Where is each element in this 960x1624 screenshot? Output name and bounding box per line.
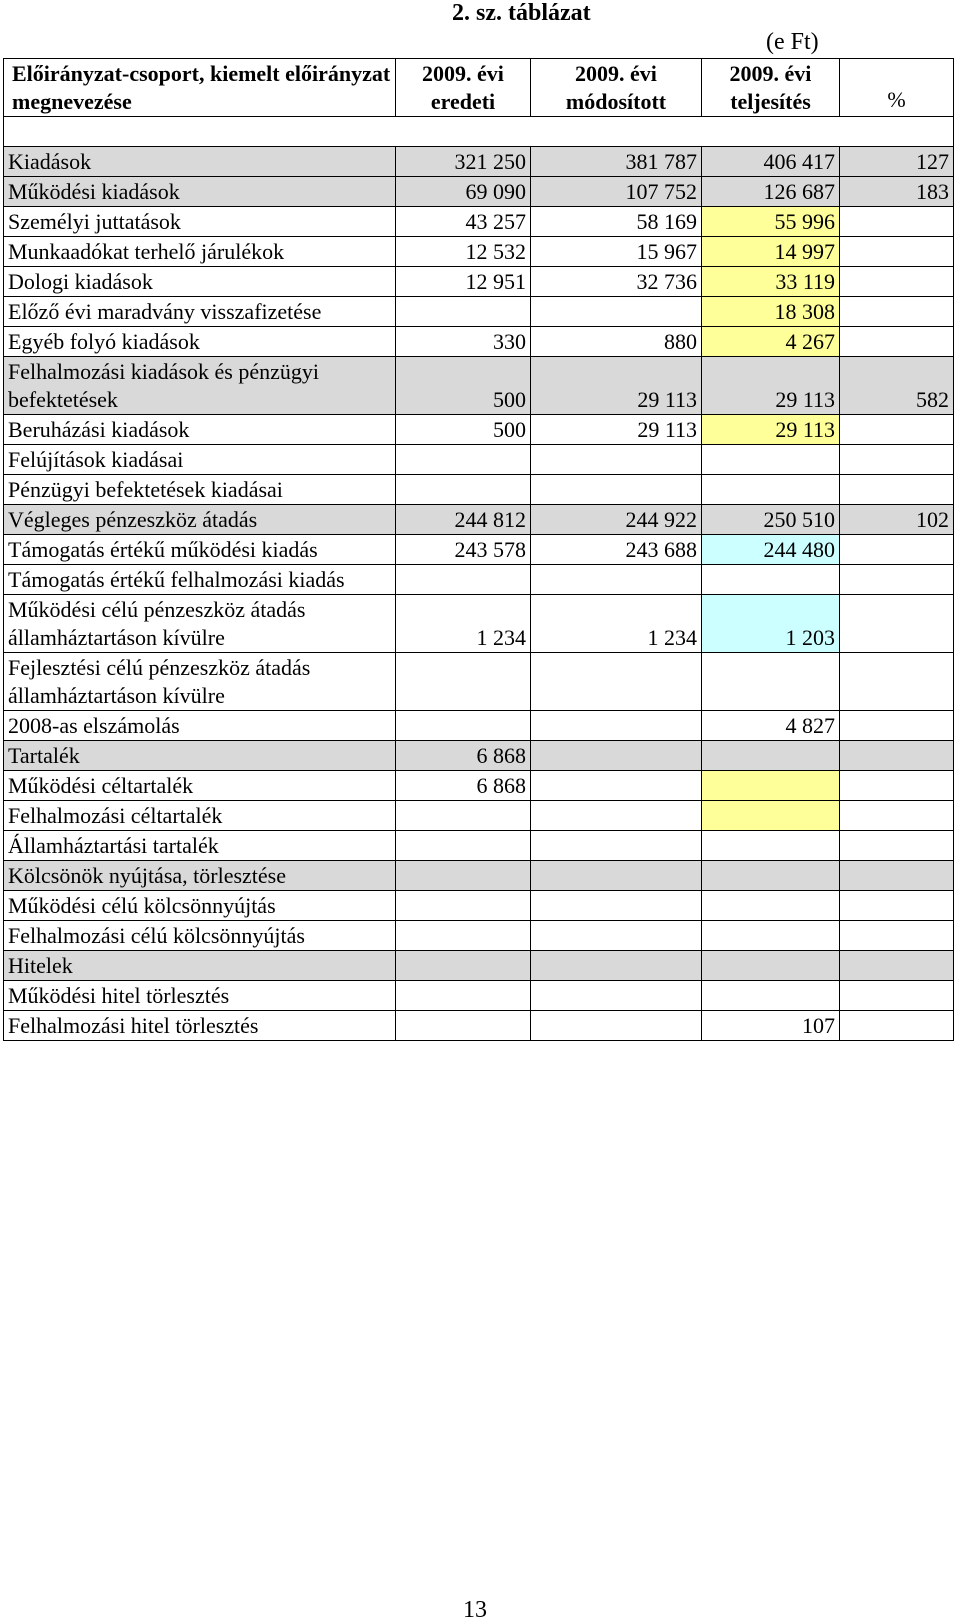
modified-value-cell	[531, 831, 702, 861]
actual-value-cell: 126 687	[702, 177, 840, 207]
table-row	[4, 357, 954, 415]
table-row	[4, 565, 954, 595]
original-value-cell: 330	[396, 327, 531, 357]
original-value-cell: 1 234	[396, 595, 531, 653]
actual-value-cell: 14 997	[702, 237, 840, 267]
actual-value-cell: 18 308	[702, 297, 840, 327]
row-name-cell: Felhalmozási célú kölcsönnyújtás	[4, 921, 396, 951]
percent-value-cell	[840, 741, 954, 771]
row-name-cell: Pénzügyi befektetések kiadásai	[4, 475, 396, 505]
original-value-cell	[396, 831, 531, 861]
row-name-cell: Hitelek	[4, 951, 396, 981]
row-name-cell: Kiadások	[4, 147, 396, 177]
percent-value-cell	[840, 653, 954, 711]
row-name-cell: Beruházási kiadások	[4, 415, 396, 445]
table-row	[4, 921, 954, 951]
modified-value-cell: 58 169	[531, 207, 702, 237]
table-row	[4, 505, 954, 535]
percent-value-cell	[840, 415, 954, 445]
modified-value-cell	[531, 951, 702, 981]
modified-value-cell	[531, 653, 702, 711]
actual-value-cell	[702, 891, 840, 921]
original-value-cell	[396, 475, 531, 505]
row-name-cell: Kölcsönök nyújtása, törlesztése	[4, 861, 396, 891]
modified-value-cell	[531, 711, 702, 741]
table-body	[4, 147, 954, 1041]
percent-value-cell	[840, 267, 954, 297]
table-row	[4, 801, 954, 831]
table-row	[4, 861, 954, 891]
original-value-cell: 43 257	[396, 207, 531, 237]
actual-value-cell: 33 119	[702, 267, 840, 297]
header-row	[4, 59, 954, 117]
original-value-cell: 6 868	[396, 771, 531, 801]
actual-value-cell	[702, 951, 840, 981]
actual-value-cell	[702, 741, 840, 771]
modified-value-cell	[531, 861, 702, 891]
percent-value-cell	[840, 801, 954, 831]
actual-value-cell: 4 267	[702, 327, 840, 357]
percent-value-cell	[840, 891, 954, 921]
table-row	[4, 595, 954, 653]
modified-value-cell	[531, 475, 702, 505]
table-row	[4, 653, 954, 711]
modified-value-cell	[531, 1011, 702, 1041]
percent-value-cell	[840, 981, 954, 1011]
row-name-cell: Működési célú pénzeszköz átadás államháztartáson kívülre	[4, 595, 396, 653]
percent-value-cell	[840, 297, 954, 327]
actual-value-cell	[702, 475, 840, 505]
modified-value-cell: 243 688	[531, 535, 702, 565]
percent-value-cell	[840, 771, 954, 801]
table-row	[4, 445, 954, 475]
table-row	[4, 207, 954, 237]
actual-value-cell	[702, 981, 840, 1011]
row-name-cell: Végleges pénzeszköz átadás	[4, 505, 396, 535]
modified-value-cell	[531, 565, 702, 595]
original-value-cell	[396, 981, 531, 1011]
table-row	[4, 147, 954, 177]
row-name-cell: Felújítások kiadásai	[4, 445, 396, 475]
modified-value-cell: 32 736	[531, 267, 702, 297]
percent-value-cell	[840, 921, 954, 951]
original-value-cell	[396, 297, 531, 327]
original-value-cell: 500	[396, 357, 531, 415]
actual-value-cell: 55 996	[702, 207, 840, 237]
percent-value-cell: 127	[840, 147, 954, 177]
actual-value-cell	[702, 445, 840, 475]
table-row	[4, 831, 954, 861]
modified-value-cell	[531, 741, 702, 771]
percent-value-cell	[840, 595, 954, 653]
modified-value-cell	[531, 771, 702, 801]
row-name-cell: Támogatás értékű működési kiadás	[4, 535, 396, 565]
row-name-cell: Működési hitel törlesztés	[4, 981, 396, 1011]
row-name-cell: Fejlesztési célú pénzeszköz átadás államháztartáson kívülre	[4, 653, 396, 711]
percent-value-cell	[840, 237, 954, 267]
percent-value-cell: 102	[840, 505, 954, 535]
percent-value-cell	[840, 831, 954, 861]
row-name-cell: Előző évi maradvány visszafizetése	[4, 297, 396, 327]
original-value-cell: 6 868	[396, 741, 531, 771]
original-value-cell	[396, 711, 531, 741]
page-number: 13	[463, 1597, 487, 1623]
percent-value-cell	[840, 207, 954, 237]
row-name-cell: Felhalmozási kiadások és pénzügyi befektetések	[4, 357, 396, 415]
table-title: 2. sz. táblázat	[452, 0, 591, 26]
original-value-cell	[396, 445, 531, 475]
table-row	[4, 741, 954, 771]
row-name-cell: Működési kiadások	[4, 177, 396, 207]
header-spacer-row	[4, 117, 954, 147]
row-name-cell: Munkaadókat terhelő járulékok	[4, 237, 396, 267]
percent-value-cell	[840, 711, 954, 741]
modified-value-cell	[531, 801, 702, 831]
actual-value-cell: 29 113	[702, 357, 840, 415]
percent-value-cell: 183	[840, 177, 954, 207]
table-row	[4, 981, 954, 1011]
actual-value-cell: 250 510	[702, 505, 840, 535]
actual-value-cell: 406 417	[702, 147, 840, 177]
row-name-cell: Működési céltartalék	[4, 771, 396, 801]
original-value-cell: 244 812	[396, 505, 531, 535]
percent-value-cell	[840, 861, 954, 891]
row-name-cell: Működési célú kölcsönnyújtás	[4, 891, 396, 921]
original-value-cell	[396, 1011, 531, 1041]
actual-value-cell	[702, 831, 840, 861]
row-name-cell: Egyéb folyó kiadások	[4, 327, 396, 357]
table-row	[4, 415, 954, 445]
actual-value-cell	[702, 861, 840, 891]
original-value-cell: 500	[396, 415, 531, 445]
modified-value-cell	[531, 297, 702, 327]
actual-value-cell	[702, 801, 840, 831]
modified-value-cell	[531, 981, 702, 1011]
actual-value-cell	[702, 653, 840, 711]
modified-value-cell: 107 752	[531, 177, 702, 207]
spacer-cell	[4, 117, 954, 147]
actual-value-cell	[702, 565, 840, 595]
table-row	[4, 951, 954, 981]
table-row	[4, 711, 954, 741]
budget-table	[3, 58, 954, 1041]
percent-value-cell	[840, 1011, 954, 1041]
row-name-cell: Dologi kiadások	[4, 267, 396, 297]
row-name-cell: Személyi juttatások	[4, 207, 396, 237]
table-row	[4, 177, 954, 207]
percent-value-cell	[840, 951, 954, 981]
header-percent: %	[840, 59, 954, 117]
table-row	[4, 535, 954, 565]
original-value-cell	[396, 653, 531, 711]
row-name-cell: Felhalmozási hitel törlesztés	[4, 1011, 396, 1041]
modified-value-cell: 880	[531, 327, 702, 357]
percent-value-cell	[840, 327, 954, 357]
table-row	[4, 771, 954, 801]
percent-value-cell	[840, 475, 954, 505]
table-row	[4, 475, 954, 505]
original-value-cell	[396, 891, 531, 921]
row-name-cell: 2008-as elszámolás	[4, 711, 396, 741]
original-value-cell: 12 951	[396, 267, 531, 297]
table-row	[4, 237, 954, 267]
modified-value-cell: 1 234	[531, 595, 702, 653]
header-actual: 2009. évi teljesítés	[702, 59, 840, 117]
percent-value-cell	[840, 565, 954, 595]
actual-value-cell: 4 827	[702, 711, 840, 741]
original-value-cell: 69 090	[396, 177, 531, 207]
modified-value-cell: 244 922	[531, 505, 702, 535]
header-name: Előirányzat-csoport, kiemelt előirányzat megnevezése	[4, 59, 396, 117]
unit-label: (e Ft)	[766, 29, 819, 55]
original-value-cell	[396, 565, 531, 595]
original-value-cell	[396, 861, 531, 891]
original-value-cell	[396, 801, 531, 831]
percent-value-cell	[840, 535, 954, 565]
modified-value-cell: 381 787	[531, 147, 702, 177]
actual-value-cell: 29 113	[702, 415, 840, 445]
header-modified: 2009. évi módosított	[531, 59, 702, 117]
actual-value-cell: 107	[702, 1011, 840, 1041]
modified-value-cell	[531, 445, 702, 475]
table-row	[4, 1011, 954, 1041]
row-name-cell: Felhalmozási céltartalék	[4, 801, 396, 831]
original-value-cell: 243 578	[396, 535, 531, 565]
row-name-cell: Tartalék	[4, 741, 396, 771]
table-row	[4, 891, 954, 921]
actual-value-cell	[702, 921, 840, 951]
percent-value-cell	[840, 445, 954, 475]
original-value-cell: 12 532	[396, 237, 531, 267]
actual-value-cell: 1 203	[702, 595, 840, 653]
original-value-cell	[396, 921, 531, 951]
modified-value-cell	[531, 921, 702, 951]
row-name-cell: Támogatás értékű felhalmozási kiadás	[4, 565, 396, 595]
modified-value-cell: 15 967	[531, 237, 702, 267]
modified-value-cell	[531, 891, 702, 921]
original-value-cell: 321 250	[396, 147, 531, 177]
header-original: 2009. évi eredeti	[396, 59, 531, 117]
modified-value-cell: 29 113	[531, 357, 702, 415]
modified-value-cell: 29 113	[531, 415, 702, 445]
original-value-cell	[396, 951, 531, 981]
table-row	[4, 297, 954, 327]
table-row	[4, 327, 954, 357]
row-name-cell: Államháztartási tartalék	[4, 831, 396, 861]
actual-value-cell	[702, 771, 840, 801]
actual-value-cell: 244 480	[702, 535, 840, 565]
table-row	[4, 267, 954, 297]
percent-value-cell: 582	[840, 357, 954, 415]
